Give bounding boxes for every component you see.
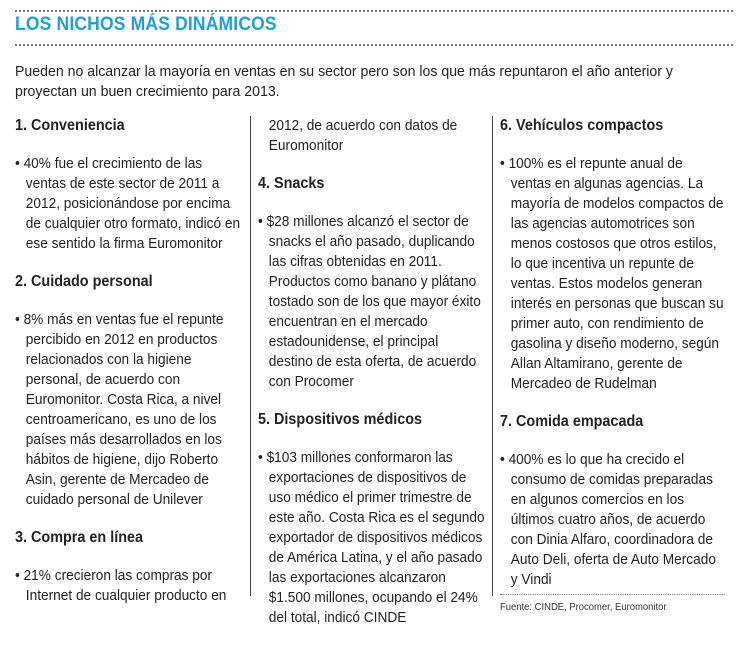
section-body: • 40% fue el crecimiento de las ventas de este sector de 2011 a 2012, posicionándose por encima de cualquier otro formato, indicó en ese sentido la firma Euromonitor [15, 155, 241, 252]
section-heading: 6. Vehículos compactos [500, 117, 664, 134]
column-divider [250, 116, 251, 596]
intro-text: Pueden no alcanzar la mayoría en ventas en su sector pero son los que más repuntaron el año anterior y proyectan un buen crecimiento para 2013. [15, 63, 673, 100]
column-3 [500, 116, 725, 614]
page-title: LOS NICHOS MÁS DINÁMICOS [15, 14, 277, 35]
section-heading: 7. Comida empacada [500, 413, 644, 430]
source-dotted-rule [500, 594, 725, 595]
source-note: Fuente: CINDE, Procomer, Euromonitor [500, 601, 667, 613]
section-body: • 8% más en ventas fue el repunte percibido en 2012 en productos relacionados con la higiene personal, de acuerdo con Euromonitor. Costa Rica, a nivel centroamericano, es uno de los países más desarrollados en los hábitos de higiene, dijo Roberto Asin, gerente de Mercadeo de cuidado personal de Unilever [15, 311, 224, 508]
column-divider [492, 116, 493, 596]
section-heading: 1. Conveniencia [15, 117, 125, 134]
section-body: • $103 millones conformaron las exportaciones de dispositivos de uso médico el primer trimestre de este año. Costa Rica es el segundo exportador de dispositivos médicos de América Latina, y el año pasado las exportaciones alcanzaron $1.500 millones, ocupando el 24% del total, indicó CINDE [258, 449, 485, 626]
top-dotted-rule [15, 10, 733, 12]
section-body: • 21% crecieron las compras por Internet de cualquier producto en [15, 567, 227, 604]
section-body-continued: 2012, de acuerdo con datos de Euromonitor [268, 117, 458, 154]
title-dotted-rule [15, 44, 733, 46]
section-body: • 400% es lo que ha crecido el consumo de comidas preparadas en algunos comercios en los últimos cuatro años, de acuerdo con Dinia Alfaro, coordinadora de Auto Deli, oferta de Auto Mercado y Vindi [500, 451, 716, 588]
section-body: • 100% es el repunte anual de ventas en algunas agencias. La mayoría de modelos compactos de las agencias automotrices son menos costosos que otros estilos, lo que incentiva un repunte de ventas. Estos modelos generan interés en personas que buscan su primer auto, con rendimiento de gasolina y diseño moderno, según Allan Altamirano, gerente de Mercadeo de Rudelman [500, 155, 724, 392]
section-heading: 5. Dispositivos médicos [258, 411, 423, 428]
section-heading: 3. Compra en línea [15, 529, 144, 546]
intro-paragraph [15, 62, 726, 102]
section-body: • $28 millones alcanzó el sector de snacks el año pasado, duplicando las cifras obtenidas en 2011. Productos como banano y plátano tostado son de los que mayor éxito encuentran en el mercado estadounidense, el principal destino de esta oferta, de acuerdo con Procomer [258, 213, 481, 390]
section-heading: 4. Snacks [258, 175, 325, 192]
column-1 [15, 116, 243, 606]
section-heading: 2. Cuidado personal [15, 273, 153, 290]
column-2 [258, 116, 486, 628]
